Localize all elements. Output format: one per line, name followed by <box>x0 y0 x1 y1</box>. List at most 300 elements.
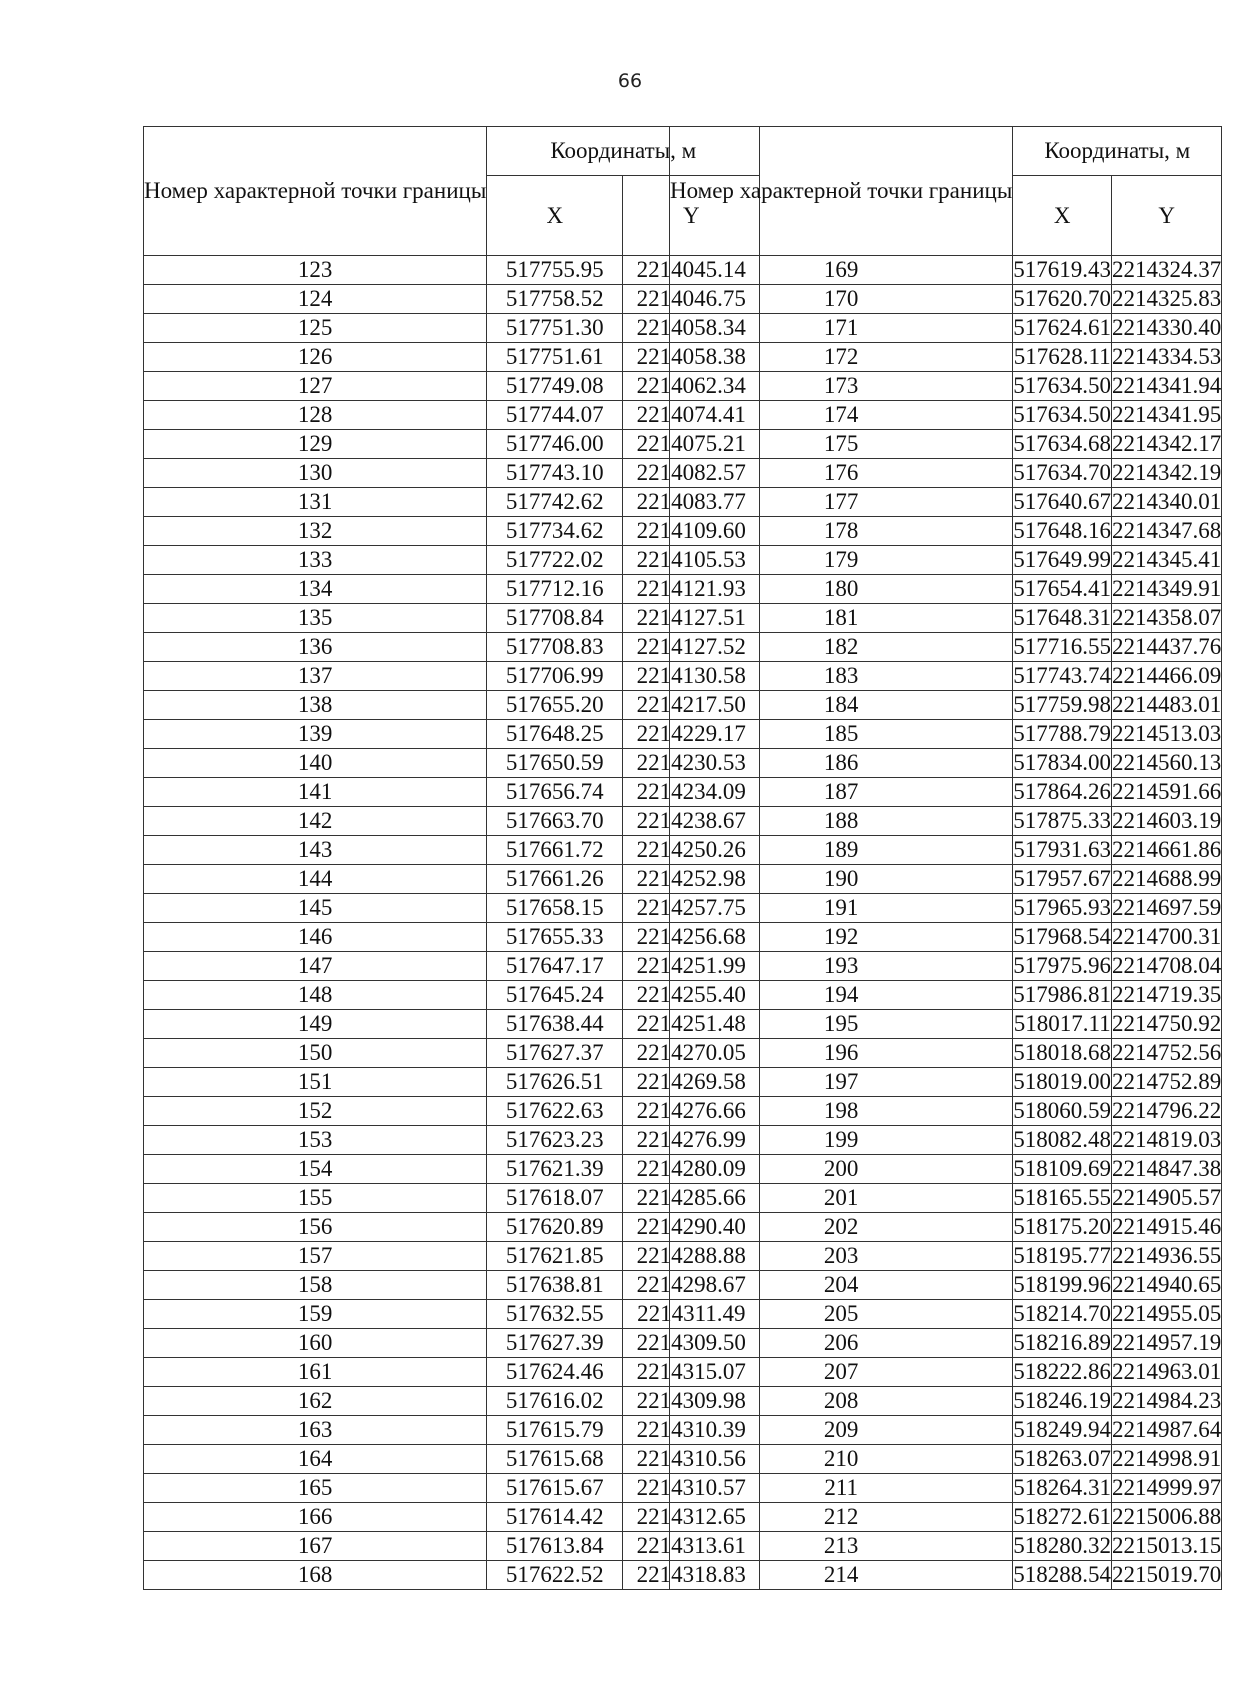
table-row <box>144 1126 760 1155</box>
x-coordinate-cell: 517658.15 <box>487 894 623 923</box>
point-number-cell: 181 <box>670 604 1013 633</box>
table-row <box>144 1271 760 1300</box>
x-coordinate-cell: 517638.44 <box>487 1010 623 1039</box>
y-coordinate-cell: 2214987.64 <box>1112 1416 1222 1445</box>
y-coordinate-cell: 2214342.17 <box>1112 430 1222 459</box>
point-number-cell: 149 <box>144 1010 487 1039</box>
x-coordinate-cell: 517744.07 <box>487 401 623 430</box>
table-row <box>670 430 1222 459</box>
y-coordinate-cell: 2214270.05 <box>623 1039 760 1068</box>
x-coordinate-cell: 517614.42 <box>487 1503 623 1532</box>
y-coordinate-cell: 2214955.05 <box>1112 1300 1222 1329</box>
point-number-cell: 141 <box>144 778 487 807</box>
table-row <box>670 604 1222 633</box>
point-number-cell: 143 <box>144 836 487 865</box>
x-coordinate-cell: 518214.70 <box>1013 1300 1112 1329</box>
y-coordinate-cell: 2214688.99 <box>1112 865 1222 894</box>
table-row <box>144 1561 760 1590</box>
header-y: Y <box>1112 176 1222 256</box>
point-number-cell: 212 <box>670 1503 1013 1532</box>
y-coordinate-cell: 2214075.21 <box>623 430 760 459</box>
x-coordinate-cell: 517708.84 <box>487 604 623 633</box>
point-number-cell: 209 <box>670 1416 1013 1445</box>
table-row <box>670 1242 1222 1271</box>
table-row <box>670 1329 1222 1358</box>
table-row <box>670 1097 1222 1126</box>
point-number-cell: 160 <box>144 1329 487 1358</box>
table-row <box>670 343 1222 372</box>
x-coordinate-cell: 517712.16 <box>487 575 623 604</box>
table-row <box>144 1097 760 1126</box>
point-number-cell: 182 <box>670 633 1013 662</box>
x-coordinate-cell: 517663.70 <box>487 807 623 836</box>
y-coordinate-cell: 2214109.60 <box>623 517 760 546</box>
point-number-cell: 137 <box>144 662 487 691</box>
table-row <box>670 372 1222 401</box>
point-number-cell: 148 <box>144 981 487 1010</box>
coordinates-table-left <box>143 126 760 1590</box>
y-coordinate-cell: 2214269.58 <box>623 1068 760 1097</box>
table-row <box>670 1561 1222 1590</box>
point-number-cell: 204 <box>670 1271 1013 1300</box>
point-number-cell: 129 <box>144 430 487 459</box>
y-coordinate-cell: 2214312.65 <box>623 1503 760 1532</box>
point-number-cell: 136 <box>144 633 487 662</box>
y-coordinate-cell: 2214058.34 <box>623 314 760 343</box>
x-coordinate-cell: 518272.61 <box>1013 1503 1112 1532</box>
table-row <box>670 1387 1222 1416</box>
point-number-cell: 173 <box>670 372 1013 401</box>
y-coordinate-cell: 2214940.65 <box>1112 1271 1222 1300</box>
table-row <box>144 1213 760 1242</box>
table-row <box>144 1532 760 1561</box>
point-number-cell: 157 <box>144 1242 487 1271</box>
y-coordinate-cell: 2214217.50 <box>623 691 760 720</box>
y-coordinate-cell: 2214121.93 <box>623 575 760 604</box>
point-number-cell: 186 <box>670 749 1013 778</box>
y-coordinate-cell: 2214347.68 <box>1112 517 1222 546</box>
table-row <box>670 546 1222 575</box>
point-number-cell: 159 <box>144 1300 487 1329</box>
y-coordinate-cell: 2214466.09 <box>1112 662 1222 691</box>
x-coordinate-cell: 517661.72 <box>487 836 623 865</box>
x-coordinate-cell: 518060.59 <box>1013 1097 1112 1126</box>
point-number-cell: 134 <box>144 575 487 604</box>
table-row <box>144 807 760 836</box>
table-row <box>670 633 1222 662</box>
point-number-cell: 127 <box>144 372 487 401</box>
table-row <box>670 1010 1222 1039</box>
y-coordinate-cell: 2214341.94 <box>1112 372 1222 401</box>
point-number-cell: 199 <box>670 1126 1013 1155</box>
point-number-cell: 201 <box>670 1184 1013 1213</box>
point-number-cell: 130 <box>144 459 487 488</box>
x-coordinate-cell: 517634.50 <box>1013 401 1112 430</box>
x-coordinate-cell: 518246.19 <box>1013 1387 1112 1416</box>
y-coordinate-cell: 2214257.75 <box>623 894 760 923</box>
table-row <box>670 1445 1222 1474</box>
table-row <box>670 1300 1222 1329</box>
x-coordinate-cell: 518017.11 <box>1013 1010 1112 1039</box>
point-number-cell: 135 <box>144 604 487 633</box>
y-coordinate-cell: 2214234.09 <box>623 778 760 807</box>
x-coordinate-cell: 517621.85 <box>487 1242 623 1271</box>
x-coordinate-cell: 517634.70 <box>1013 459 1112 488</box>
point-number-cell: 126 <box>144 343 487 372</box>
x-coordinate-cell: 517734.62 <box>487 517 623 546</box>
x-coordinate-cell: 517706.99 <box>487 662 623 691</box>
x-coordinate-cell: 517645.24 <box>487 981 623 1010</box>
y-coordinate-cell: 2215006.88 <box>1112 1503 1222 1532</box>
x-coordinate-cell: 517875.33 <box>1013 807 1112 836</box>
header-y: Y <box>623 176 760 256</box>
x-coordinate-cell: 517615.67 <box>487 1474 623 1503</box>
y-coordinate-cell: 2214963.01 <box>1112 1358 1222 1387</box>
table-row <box>144 1416 760 1445</box>
table-row <box>144 865 760 894</box>
table-row <box>670 1474 1222 1503</box>
y-coordinate-cell: 2214341.95 <box>1112 401 1222 430</box>
y-coordinate-cell: 2214325.83 <box>1112 285 1222 314</box>
y-coordinate-cell: 2214280.09 <box>623 1155 760 1184</box>
x-coordinate-cell: 517640.67 <box>1013 488 1112 517</box>
y-coordinate-cell: 2214309.98 <box>623 1387 760 1416</box>
point-number-cell: 140 <box>144 749 487 778</box>
x-coordinate-cell: 517623.23 <box>487 1126 623 1155</box>
point-number-cell: 125 <box>144 314 487 343</box>
table-row <box>670 749 1222 778</box>
table-row <box>144 488 760 517</box>
x-coordinate-cell: 517965.93 <box>1013 894 1112 923</box>
point-number-cell: 154 <box>144 1155 487 1184</box>
table-row <box>670 459 1222 488</box>
point-number-cell: 158 <box>144 1271 487 1300</box>
y-coordinate-cell: 2214483.01 <box>1112 691 1222 720</box>
y-coordinate-cell: 2214230.53 <box>623 749 760 778</box>
y-coordinate-cell: 2214358.07 <box>1112 604 1222 633</box>
x-coordinate-cell: 517758.52 <box>487 285 623 314</box>
table-row <box>144 1474 760 1503</box>
point-number-cell: 208 <box>670 1387 1013 1416</box>
table-row <box>670 1503 1222 1532</box>
point-number-cell: 162 <box>144 1387 487 1416</box>
x-coordinate-cell: 517759.98 <box>1013 691 1112 720</box>
point-number-cell: 138 <box>144 691 487 720</box>
y-coordinate-cell: 2214251.99 <box>623 952 760 981</box>
table-row <box>670 1416 1222 1445</box>
point-number-cell: 202 <box>670 1213 1013 1242</box>
point-number-cell: 145 <box>144 894 487 923</box>
y-coordinate-cell: 2214999.97 <box>1112 1474 1222 1503</box>
y-coordinate-cell: 2214082.57 <box>623 459 760 488</box>
table-row <box>144 720 760 749</box>
y-coordinate-cell: 2214310.56 <box>623 1445 760 1474</box>
y-coordinate-cell: 2214603.19 <box>1112 807 1222 836</box>
point-number-cell: 139 <box>144 720 487 749</box>
table-row <box>144 1329 760 1358</box>
y-coordinate-cell: 2214998.91 <box>1112 1445 1222 1474</box>
y-coordinate-cell: 2214130.58 <box>623 662 760 691</box>
table-row <box>144 546 760 575</box>
x-coordinate-cell: 517616.02 <box>487 1387 623 1416</box>
x-coordinate-cell: 517742.62 <box>487 488 623 517</box>
x-coordinate-cell: 518165.55 <box>1013 1184 1112 1213</box>
x-coordinate-cell: 517634.68 <box>1013 430 1112 459</box>
point-number-cell: 200 <box>670 1155 1013 1184</box>
point-number-cell: 213 <box>670 1532 1013 1561</box>
point-number-cell: 153 <box>144 1126 487 1155</box>
point-number-cell: 161 <box>144 1358 487 1387</box>
table-row <box>670 923 1222 952</box>
x-coordinate-cell: 518216.89 <box>1013 1329 1112 1358</box>
y-coordinate-cell: 2214591.66 <box>1112 778 1222 807</box>
table-row <box>144 1503 760 1532</box>
point-number-cell: 163 <box>144 1416 487 1445</box>
point-number-cell: 172 <box>670 343 1013 372</box>
table-row <box>144 1300 760 1329</box>
y-coordinate-cell: 2214334.53 <box>1112 343 1222 372</box>
point-number-cell: 205 <box>670 1300 1013 1329</box>
x-coordinate-cell: 518263.07 <box>1013 1445 1112 1474</box>
y-coordinate-cell: 2214342.19 <box>1112 459 1222 488</box>
x-coordinate-cell: 517751.61 <box>487 343 623 372</box>
x-coordinate-cell: 517751.30 <box>487 314 623 343</box>
x-coordinate-cell: 518082.48 <box>1013 1126 1112 1155</box>
point-number-cell: 168 <box>144 1561 487 1590</box>
table-row <box>144 314 760 343</box>
point-number-cell: 190 <box>670 865 1013 894</box>
y-coordinate-cell: 2214330.40 <box>1112 314 1222 343</box>
table-row <box>144 517 760 546</box>
y-coordinate-cell: 2214324.37 <box>1112 256 1222 285</box>
point-number-cell: 194 <box>670 981 1013 1010</box>
x-coordinate-cell: 517931.63 <box>1013 836 1112 865</box>
x-coordinate-cell: 517615.79 <box>487 1416 623 1445</box>
point-number-cell: 206 <box>670 1329 1013 1358</box>
table-row <box>144 1184 760 1213</box>
x-coordinate-cell: 518195.77 <box>1013 1242 1112 1271</box>
x-coordinate-cell: 517864.26 <box>1013 778 1112 807</box>
x-coordinate-cell: 517661.26 <box>487 865 623 894</box>
y-coordinate-cell: 2214298.67 <box>623 1271 760 1300</box>
x-coordinate-cell: 517620.70 <box>1013 285 1112 314</box>
y-coordinate-cell: 2214309.50 <box>623 1329 760 1358</box>
x-coordinate-cell: 517743.10 <box>487 459 623 488</box>
table-row <box>670 1126 1222 1155</box>
y-coordinate-cell: 2214349.91 <box>1112 575 1222 604</box>
y-coordinate-cell: 2214513.03 <box>1112 720 1222 749</box>
table-row <box>144 372 760 401</box>
table-row <box>144 749 760 778</box>
table-row <box>144 662 760 691</box>
x-coordinate-cell: 517626.51 <box>487 1068 623 1097</box>
x-coordinate-cell: 517619.43 <box>1013 256 1112 285</box>
point-number-cell: 187 <box>670 778 1013 807</box>
point-number-cell: 167 <box>144 1532 487 1561</box>
y-coordinate-cell: 2214255.40 <box>623 981 760 1010</box>
table-row <box>144 1039 760 1068</box>
point-number-cell: 170 <box>670 285 1013 314</box>
y-coordinate-cell: 2214752.89 <box>1112 1068 1222 1097</box>
table-row <box>670 691 1222 720</box>
y-coordinate-cell: 2214062.34 <box>623 372 760 401</box>
table-row <box>670 401 1222 430</box>
x-coordinate-cell: 518199.96 <box>1013 1271 1112 1300</box>
y-coordinate-cell: 2214290.40 <box>623 1213 760 1242</box>
table-row <box>144 575 760 604</box>
table-row <box>144 1445 760 1474</box>
table-row <box>144 633 760 662</box>
page-number: 66 <box>617 70 643 92</box>
point-number-cell: 133 <box>144 546 487 575</box>
point-number-cell: 156 <box>144 1213 487 1242</box>
y-coordinate-cell: 2214285.66 <box>623 1184 760 1213</box>
point-number-cell: 169 <box>670 256 1013 285</box>
x-coordinate-cell: 517654.41 <box>1013 575 1112 604</box>
point-number-cell: 142 <box>144 807 487 836</box>
y-coordinate-cell: 2214310.57 <box>623 1474 760 1503</box>
table-row <box>144 1155 760 1184</box>
x-coordinate-cell: 517650.59 <box>487 749 623 778</box>
table-row <box>670 894 1222 923</box>
table-row <box>670 662 1222 691</box>
x-coordinate-cell: 517622.63 <box>487 1097 623 1126</box>
x-coordinate-cell: 517968.54 <box>1013 923 1112 952</box>
table-row <box>144 430 760 459</box>
x-coordinate-cell: 517627.37 <box>487 1039 623 1068</box>
x-coordinate-cell: 518249.94 <box>1013 1416 1112 1445</box>
y-coordinate-cell: 2214252.98 <box>623 865 760 894</box>
x-coordinate-cell: 517648.31 <box>1013 604 1112 633</box>
table-row <box>144 1010 760 1039</box>
y-coordinate-cell: 2214310.39 <box>623 1416 760 1445</box>
table-row <box>670 1271 1222 1300</box>
y-coordinate-cell: 2214697.59 <box>1112 894 1222 923</box>
y-coordinate-cell: 2214560.13 <box>1112 749 1222 778</box>
point-number-cell: 203 <box>670 1242 1013 1271</box>
table-row <box>670 1358 1222 1387</box>
table-row <box>144 1242 760 1271</box>
y-coordinate-cell: 2215019.70 <box>1112 1561 1222 1590</box>
point-number-cell: 155 <box>144 1184 487 1213</box>
header-x: X <box>487 176 623 256</box>
y-coordinate-cell: 2214345.41 <box>1112 546 1222 575</box>
x-coordinate-cell: 517788.79 <box>1013 720 1112 749</box>
point-number-cell: 179 <box>670 546 1013 575</box>
table-row <box>670 488 1222 517</box>
table-row <box>670 1532 1222 1561</box>
table-row <box>144 1387 760 1416</box>
y-coordinate-cell: 2214819.03 <box>1112 1126 1222 1155</box>
y-coordinate-cell: 2214288.88 <box>623 1242 760 1271</box>
header-x: X <box>1013 176 1112 256</box>
x-coordinate-cell: 517975.96 <box>1013 952 1112 981</box>
y-coordinate-cell: 2215013.15 <box>1112 1532 1222 1561</box>
point-number-cell: 128 <box>144 401 487 430</box>
point-number-cell: 176 <box>670 459 1013 488</box>
x-coordinate-cell: 517622.52 <box>487 1561 623 1590</box>
point-number-cell: 184 <box>670 691 1013 720</box>
y-coordinate-cell: 2214340.01 <box>1112 488 1222 517</box>
y-coordinate-cell: 2214256.68 <box>623 923 760 952</box>
point-number-cell: 188 <box>670 807 1013 836</box>
x-coordinate-cell: 518280.32 <box>1013 1532 1112 1561</box>
coordinates-table-right <box>669 126 1222 1590</box>
y-coordinate-cell: 2214796.22 <box>1112 1097 1222 1126</box>
table-row <box>144 1068 760 1097</box>
y-coordinate-cell: 2214250.26 <box>623 836 760 865</box>
point-number-cell: 144 <box>144 865 487 894</box>
table-row <box>144 981 760 1010</box>
y-coordinate-cell: 2214905.57 <box>1112 1184 1222 1213</box>
point-number-cell: 152 <box>144 1097 487 1126</box>
y-coordinate-cell: 2214661.86 <box>1112 836 1222 865</box>
table-row <box>670 1155 1222 1184</box>
table-row <box>144 285 760 314</box>
point-number-cell: 198 <box>670 1097 1013 1126</box>
x-coordinate-cell: 517743.74 <box>1013 662 1112 691</box>
table-row <box>670 517 1222 546</box>
point-number-cell: 123 <box>144 256 487 285</box>
table-row <box>670 1213 1222 1242</box>
x-coordinate-cell: 517746.00 <box>487 430 623 459</box>
x-coordinate-cell: 517655.20 <box>487 691 623 720</box>
y-coordinate-cell: 2214127.51 <box>623 604 760 633</box>
point-number-cell: 196 <box>670 1039 1013 1068</box>
point-number-cell: 132 <box>144 517 487 546</box>
x-coordinate-cell: 518264.31 <box>1013 1474 1112 1503</box>
header-coordinates: Координаты, м <box>1013 127 1222 176</box>
x-coordinate-cell: 518019.00 <box>1013 1068 1112 1097</box>
x-coordinate-cell: 517624.46 <box>487 1358 623 1387</box>
y-coordinate-cell: 2214074.41 <box>623 401 760 430</box>
x-coordinate-cell: 517957.67 <box>1013 865 1112 894</box>
header-point-number: Номер характерной точки границы <box>144 127 487 256</box>
table-row <box>144 836 760 865</box>
y-coordinate-cell: 2214936.55 <box>1112 1242 1222 1271</box>
point-number-cell: 151 <box>144 1068 487 1097</box>
point-number-cell: 146 <box>144 923 487 952</box>
point-number-cell: 124 <box>144 285 487 314</box>
point-number-cell: 197 <box>670 1068 1013 1097</box>
point-number-cell: 192 <box>670 923 1013 952</box>
x-coordinate-cell: 518018.68 <box>1013 1039 1112 1068</box>
y-coordinate-cell: 2214318.83 <box>623 1561 760 1590</box>
x-coordinate-cell: 517647.17 <box>487 952 623 981</box>
point-number-cell: 164 <box>144 1445 487 1474</box>
point-number-cell: 166 <box>144 1503 487 1532</box>
point-number-cell: 180 <box>670 575 1013 604</box>
table-row <box>144 1358 760 1387</box>
x-coordinate-cell: 518288.54 <box>1013 1561 1112 1590</box>
x-coordinate-cell: 517656.74 <box>487 778 623 807</box>
y-coordinate-cell: 2214752.56 <box>1112 1039 1222 1068</box>
table-row <box>670 807 1222 836</box>
x-coordinate-cell: 517648.25 <box>487 720 623 749</box>
table-row <box>670 1068 1222 1097</box>
table-row <box>670 285 1222 314</box>
y-coordinate-cell: 2214311.49 <box>623 1300 760 1329</box>
table-row <box>670 575 1222 604</box>
y-coordinate-cell: 2214915.46 <box>1112 1213 1222 1242</box>
point-number-cell: 183 <box>670 662 1013 691</box>
point-number-cell: 131 <box>144 488 487 517</box>
table-row <box>670 720 1222 749</box>
point-number-cell: 195 <box>670 1010 1013 1039</box>
x-coordinate-cell: 517722.02 <box>487 546 623 575</box>
y-coordinate-cell: 2214045.14 <box>623 256 760 285</box>
x-coordinate-cell: 517628.11 <box>1013 343 1112 372</box>
